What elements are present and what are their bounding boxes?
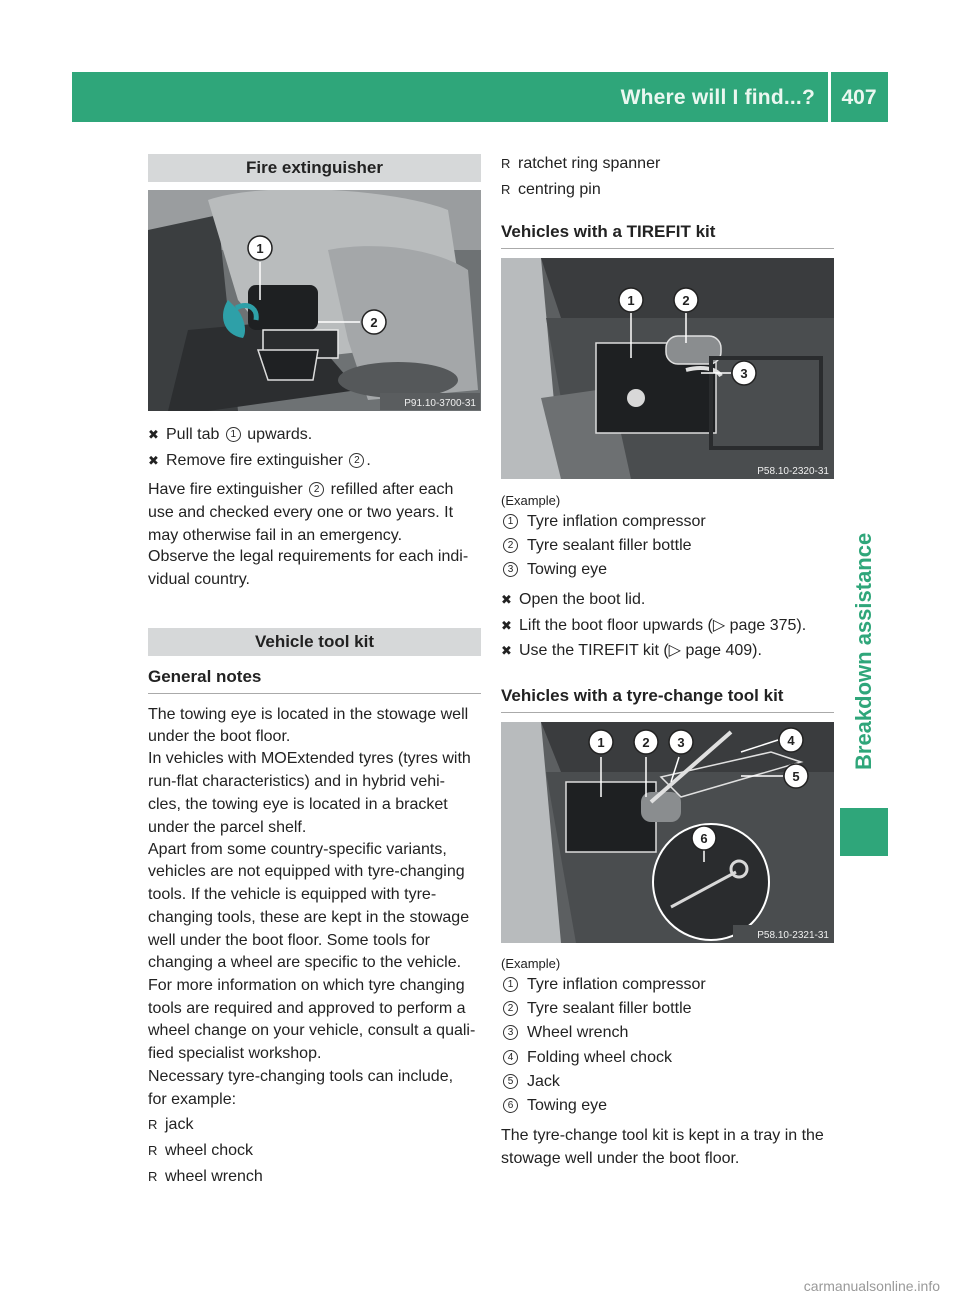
fire-step-2: ✖ Remove fire extinguisher 2 . xyxy=(148,450,371,472)
toolkit-line: changing tools, these are kept in the stowage xyxy=(148,909,470,926)
tyre-change-caption: (Example) xyxy=(501,956,561,971)
tirefit-photo xyxy=(501,258,834,479)
tirefit-step-1: ✖ Open the boot lid. xyxy=(501,589,645,611)
page-ref-link[interactable]: page 375). xyxy=(729,617,807,634)
toolkit-line: under the boot floor. xyxy=(148,728,291,745)
section-side-tab xyxy=(840,122,888,794)
toolkit-line: Necessary tyre-changing tools can include, xyxy=(148,1068,454,1085)
tyre-change-illustration xyxy=(501,722,834,943)
toolkit-line: fied specialist workshop. xyxy=(148,1045,322,1062)
image-code: P91.10-3700-31 xyxy=(404,398,476,409)
fire-para-1-line-2: use and checked every one or two years. It xyxy=(148,504,454,521)
legend-item: 1 Tyre inflation compressor xyxy=(501,974,706,996)
page-number: 407 xyxy=(841,86,877,109)
bullet-icon: R xyxy=(148,1143,158,1158)
legend-item: 6 Towing eye xyxy=(501,1095,607,1117)
tirefit-step-3: ✖ Use the TIREFIT kit (▷ page 409). xyxy=(501,640,762,662)
toolkit-line: well under the boot floor. Some tools for xyxy=(148,932,430,949)
callout-2: 2 xyxy=(370,315,378,330)
bullet-icon: R xyxy=(501,156,511,171)
toolkit-line: vehicles are not equipped with tyre-changing xyxy=(148,863,465,880)
toolkit-line: for example: xyxy=(148,1091,237,1108)
callout-2: 2 xyxy=(642,735,650,750)
callout-5: 5 xyxy=(792,769,800,784)
tirefit-step-2: ✖ Lift the boot floor upwards (▷ page 375). xyxy=(501,615,806,637)
tool-bullet: R ratchet ring spanner xyxy=(501,153,660,175)
fire-extinguisher-photo xyxy=(148,190,481,411)
tyre-change-para-line-2: stowage well under the boot floor. xyxy=(501,1150,740,1167)
bullet-icon: R xyxy=(148,1117,158,1132)
general-notes-heading: General notes xyxy=(148,667,481,694)
callout-3: 3 xyxy=(740,366,748,381)
tirefit-caption: (Example) xyxy=(501,493,561,508)
chapter-title: Where will I find...? xyxy=(620,86,815,109)
step-arrow-icon: ✖ xyxy=(501,592,512,607)
bullet-icon: R xyxy=(501,182,511,197)
tyre-change-photo xyxy=(501,722,834,943)
step-arrow-icon: ✖ xyxy=(148,427,159,442)
legend-item: 2 Tyre sealant filler bottle xyxy=(501,998,692,1020)
toolkit-line: tools. If the vehicle is equipped with tyre- xyxy=(148,886,437,903)
callout-2: 2 xyxy=(682,293,690,308)
legend-item: 4 Folding wheel chock xyxy=(501,1047,672,1069)
legend-item: 3 Towing eye xyxy=(501,559,607,581)
tool-bullet: R jack xyxy=(148,1114,193,1136)
step-arrow-icon: ✖ xyxy=(501,643,512,658)
step-arrow-icon: ✖ xyxy=(501,618,512,633)
bullet-icon: R xyxy=(148,1169,158,1184)
page-ref-link[interactable]: page 409). xyxy=(685,642,762,659)
fire-para-1-line-1: Have fire extinguisher 2 refilled after each xyxy=(148,481,454,498)
callout-6: 6 xyxy=(700,831,708,846)
tyre-change-para-line-1: The tyre-change tool kit is kept in a tray in the xyxy=(501,1127,824,1144)
toolkit-line: tools are required and approved to perform a xyxy=(148,1000,466,1017)
fire-para-2-line-1: Observe the legal requirements for each indi- xyxy=(148,548,469,565)
toolkit-line: In vehicles with MOExtended tyres (tyres with xyxy=(148,750,471,767)
toolkit-line: wheel change on your vehicle, consult a quali- xyxy=(148,1022,476,1039)
section-side-label: Breakdown assistance xyxy=(851,532,876,770)
legend-item: 3 Wheel wrench xyxy=(501,1022,628,1044)
tirefit-illustration xyxy=(501,258,834,479)
toolkit-line: The towing eye is located in the stowage well xyxy=(148,706,469,723)
callout-4: 4 xyxy=(787,733,795,748)
vehicle-tool-kit-heading: Vehicle tool kit xyxy=(148,628,481,656)
callout-1: 1 xyxy=(256,241,264,256)
page-header xyxy=(72,72,888,122)
image-code: P58.10-2320-31 xyxy=(757,466,829,477)
toolkit-line: For more information on which tyre changing xyxy=(148,977,465,994)
callout-1: 1 xyxy=(627,293,635,308)
callout-3: 3 xyxy=(677,735,685,750)
tool-bullet: R centring pin xyxy=(501,179,601,201)
fire-para-1-line-3: may otherwise fail in an emergency. xyxy=(148,527,403,544)
callout-1: 1 xyxy=(597,735,605,750)
fire-para-2-line-2: vidual country. xyxy=(148,571,250,588)
tyre-change-heading: Vehicles with a tyre-change tool kit xyxy=(501,686,834,713)
toolkit-line: changing a wheel are specific to the vehicle. xyxy=(148,954,462,971)
legend-item: 5 Jack xyxy=(501,1071,560,1093)
toolkit-line: Apart from some country-specific variants, xyxy=(148,841,447,858)
side-marker-block xyxy=(840,808,888,856)
image-code: P58.10-2321-31 xyxy=(757,930,829,941)
toolkit-line: under the parcel shelf. xyxy=(148,819,307,836)
page-ref-icon: ▷ xyxy=(668,642,681,659)
fire-extinguisher-heading: Fire extinguisher xyxy=(148,154,481,182)
page-ref-icon: ▷ xyxy=(712,617,726,634)
header-divider xyxy=(828,72,831,122)
toolkit-line: cles, the towing eye is located in a bracket xyxy=(148,796,448,813)
tirefit-heading: Vehicles with a TIREFIT kit xyxy=(501,222,834,249)
footer-watermark[interactable]: carmanualsonline.info xyxy=(803,1278,940,1294)
tool-bullet: R wheel wrench xyxy=(148,1166,263,1188)
legend-item: 2 Tyre sealant filler bottle xyxy=(501,535,692,557)
toolkit-line: run-flat characteristics) and in hybrid vehi- xyxy=(148,773,446,790)
tool-bullet: R wheel chock xyxy=(148,1140,253,1162)
legend-item: 1 Tyre inflation compressor xyxy=(501,511,706,533)
fire-extinguisher-illustration xyxy=(148,190,481,411)
fire-step-1: ✖ Pull tab 1 upwards. xyxy=(148,424,312,446)
step-arrow-icon: ✖ xyxy=(148,453,159,468)
